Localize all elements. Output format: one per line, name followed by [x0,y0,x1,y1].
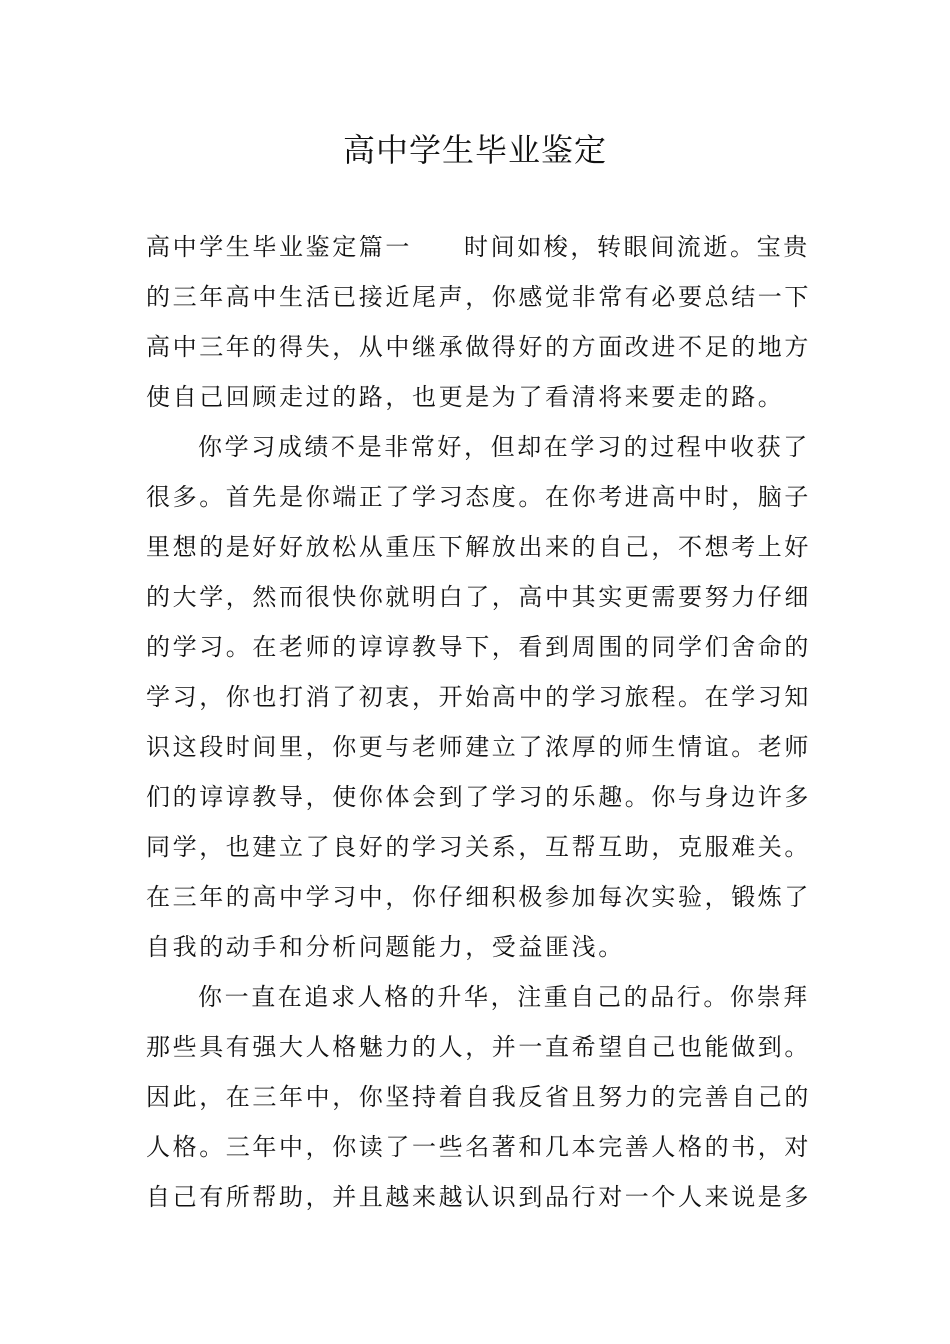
paragraph-line: 的三年高中生活已接近尾声，你感觉非常有必要总结一下 [146,283,811,311]
paragraph-first-line: 你一直在追求人格的升华，注重自己的品行。你崇拜 [198,983,810,1011]
paragraph-line: 里想的是好好放松从重压下解放出来的自己，不想考上好 [146,533,811,561]
paragraph-line-text: 时间如梭，转眼间流逝。宝贵 [464,233,810,261]
paragraph-first-line: 你学习成绩不是非常好，但却在学习的过程中收获了 [198,433,810,461]
paragraph-line: 很多。首先是你端正了学习态度。在你考进高中时，脑子 [146,483,811,511]
paragraph-line: 自我的动手和分析问题能力，受益匪浅。 [146,933,625,961]
paragraph-line: 自己有所帮助，并且越来越认识到品行对一个人来说是多 [146,1183,811,1211]
document-title: 高中学生毕业鉴定 [342,131,607,169]
paragraph-line: 识这段时间里，你更与老师建立了浓厚的师生情谊。老师 [146,733,811,761]
paragraph-line: 的学习。在老师的谆谆教导下，看到周围的同学们舍命的 [146,633,811,661]
paragraph-line: 因此，在三年中，你坚持着自我反省且努力的完善自己的 [146,1083,811,1111]
paragraph-line: 那些具有强大人格魅力的人，并一直希望自己也能做到。 [146,1033,811,1061]
paragraph-line: 使自己回顾走过的路，也更是为了看清将来要走的路。 [146,383,785,411]
paragraph-line: 同学，也建立了良好的学习关系，互帮互助，克服难关。 [146,833,811,861]
paragraph-line: 学习，你也打消了初衷，开始高中的学习旅程。在学习知 [146,683,811,711]
paragraph-line: 人格。三年中，你读了一些名著和几本完善人格的书，对 [146,1133,811,1161]
paragraph-line: 高中三年的得失，从中继承做得好的方面改进不足的地方 [146,333,811,361]
section-heading: 高中学生毕业鉴定篇一 [146,233,412,261]
paragraph-line: 们的谆谆教导，使你体会到了学习的乐趣。你与身边许多 [146,783,811,811]
paragraph-line: 在三年的高中学习中，你仔细积极参加每次实验，锻炼了 [146,883,811,911]
paragraph-line: 的大学，然而很快你就明白了，高中其实更需要努力仔细 [146,583,811,611]
paragraph-line [146,232,810,262]
